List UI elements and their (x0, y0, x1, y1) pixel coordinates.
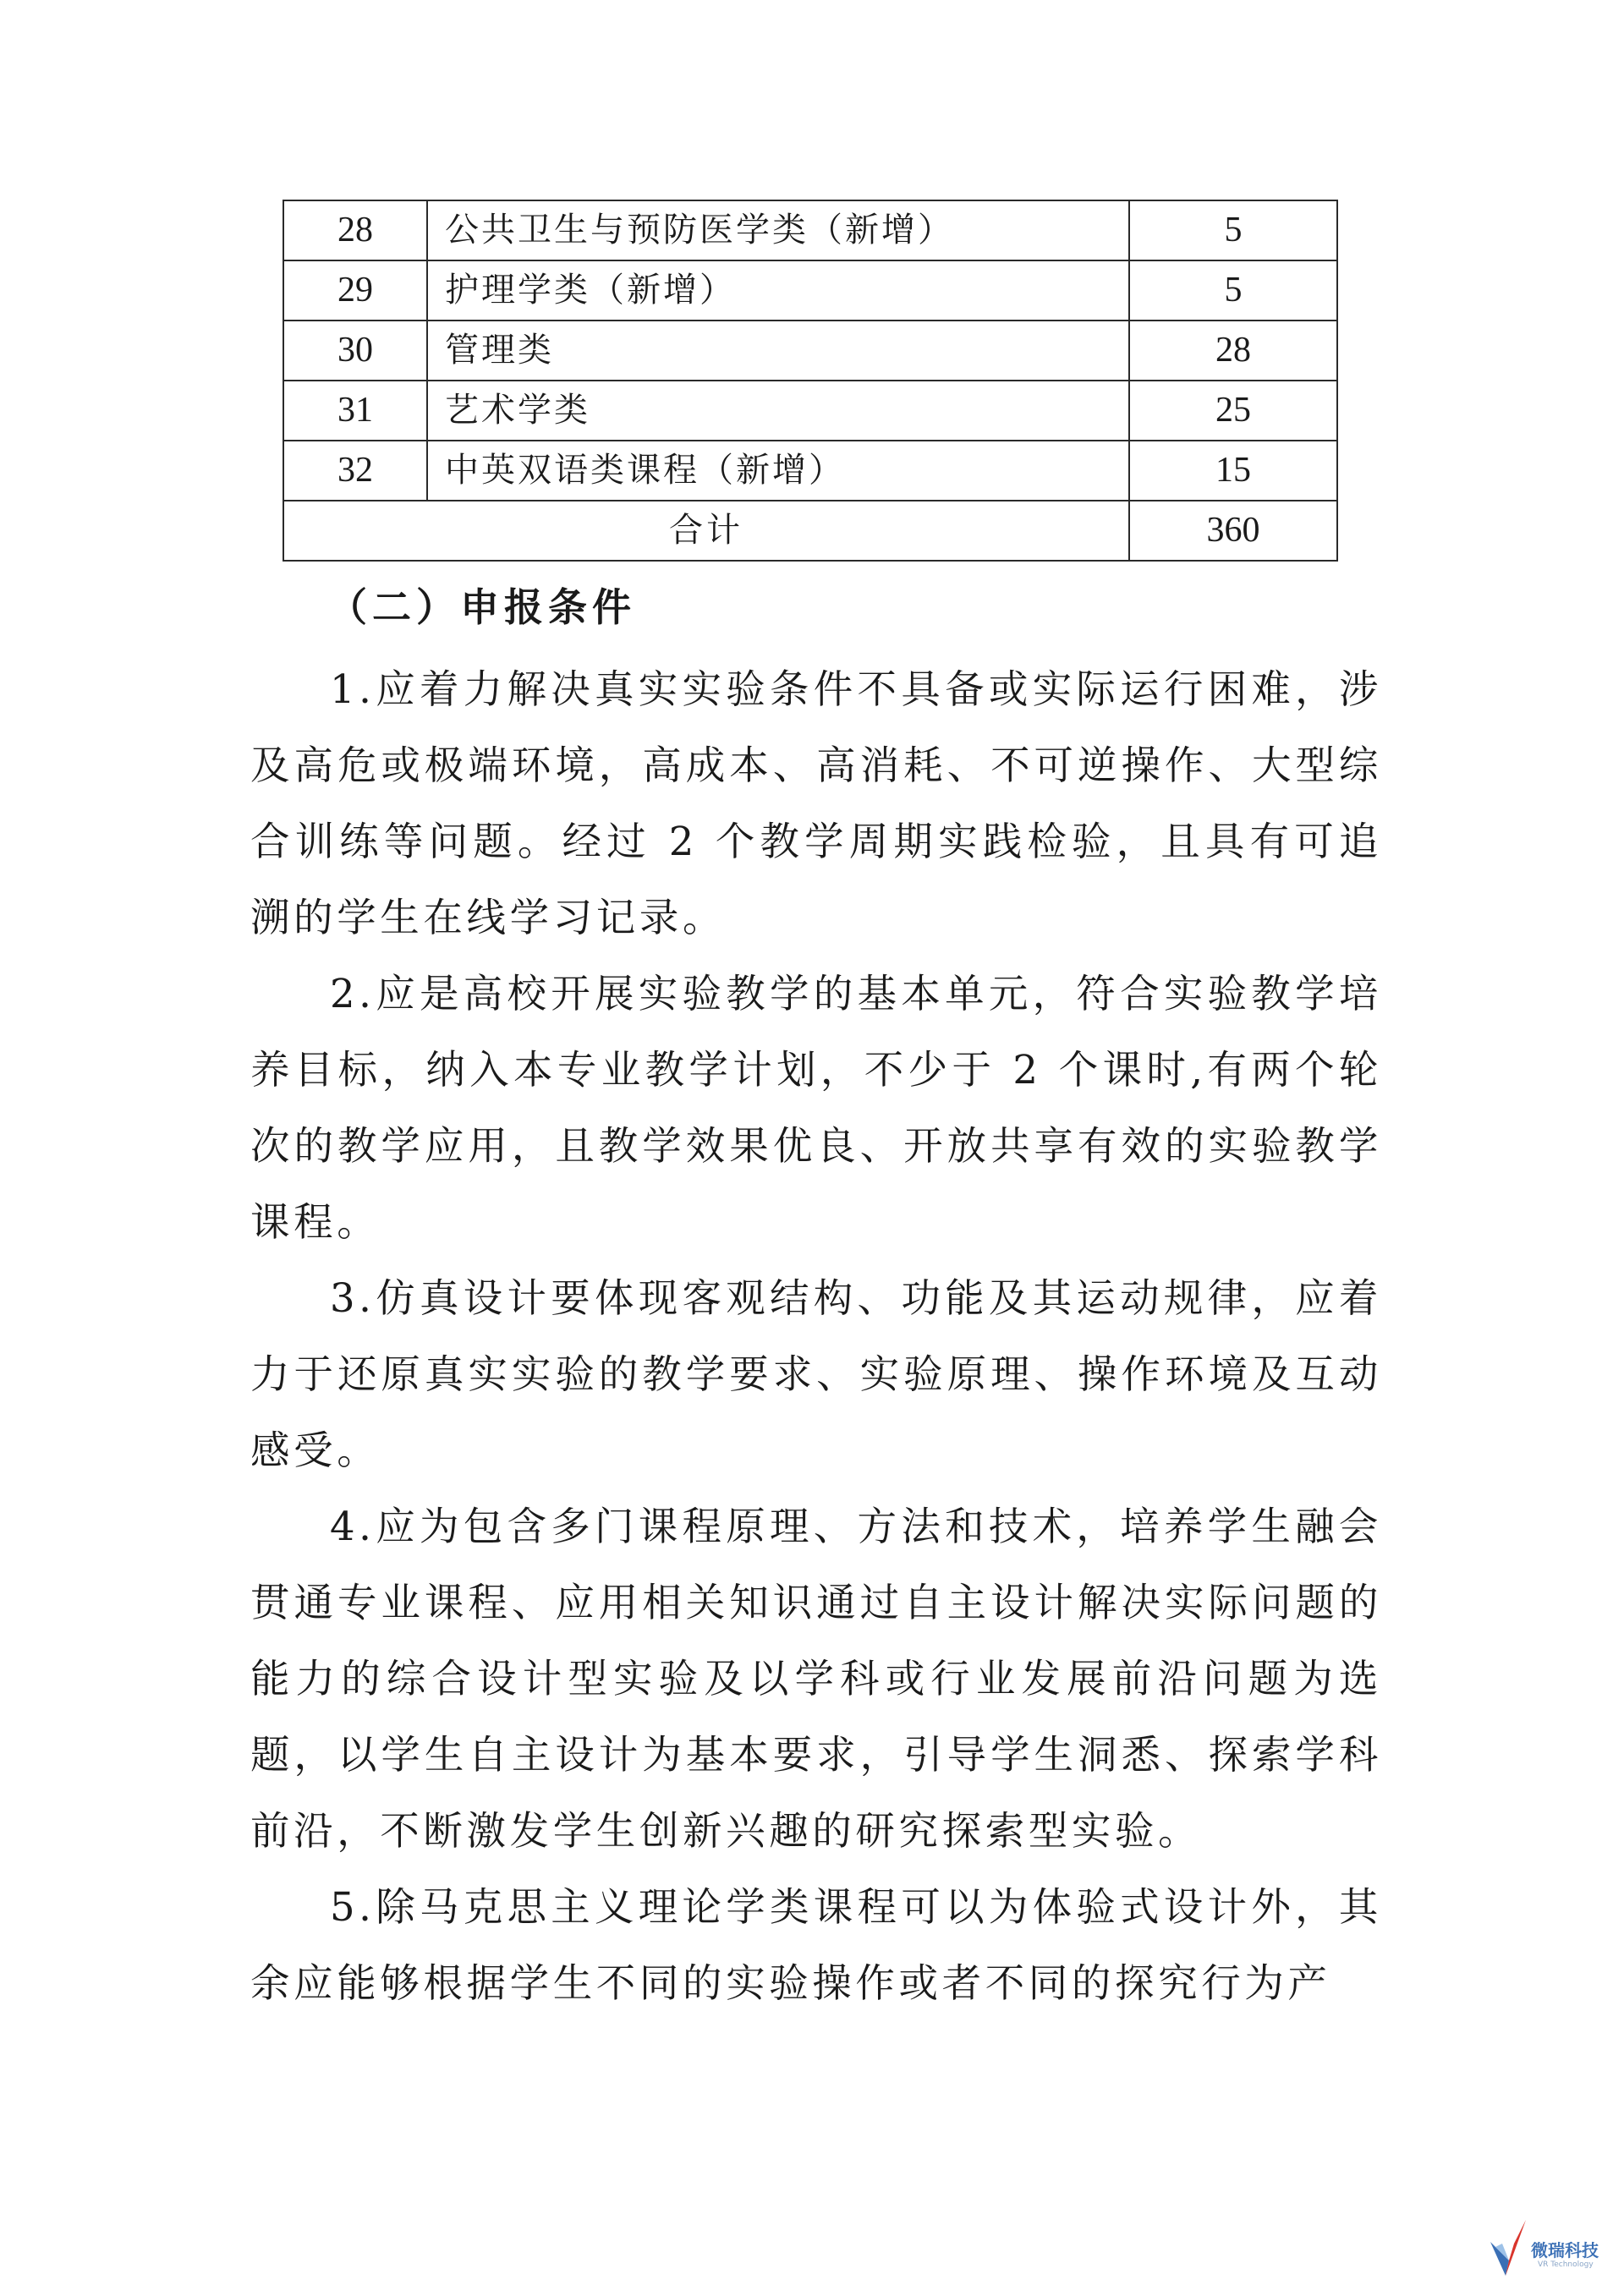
table-row (283, 321, 1337, 381)
table-total-row (283, 501, 1337, 561)
row-number: 28 (283, 200, 427, 260)
row-number: 32 (283, 441, 427, 501)
condition-paragraph-4: 4.应为包含多门课程原理、方法和技术，培养学生融会贯通专业课程、应用相关知识通过自主设计解决实际问题的能力的综合设计型实验及以学科或行业发展前沿问题为选题，以学生自主设计为基本要求，引导学生洞悉、探索学科前沿，不断激发学生创新兴趣的研究探索型实验。 (250, 1504, 1382, 1854)
row-number: 29 (283, 260, 427, 321)
quota-table (283, 200, 1338, 562)
condition-paragraph-5: 5.除马克思主义理论学类课程可以为体验式设计外，其余应能够根据学生不同的实验操作或者不同的探究行为产 (250, 1884, 1382, 2006)
condition-paragraph-3: 3.仿真设计要体现客观结构、功能及其运动规律，应着力于还原真实实验的教学要求、实验原理、操作环境及互动感受。 (250, 1275, 1382, 1473)
total-value: 360 (1129, 501, 1337, 561)
section-heading: （二）申报条件 (328, 584, 636, 630)
condition-paragraph-2: 2.应是高校开展实验教学的基本单元，符合实验教学培养目标，纳入本专业教学计划，不少于 2 个课时,有两个轮次的教学应用，且教学效果优良、开放共享有效的实验教学课程。 (250, 971, 1382, 1245)
quota-count: 5 (1129, 200, 1337, 260)
quota-count: 5 (1129, 260, 1337, 321)
logo-name-cn: 微瑞科技 (1531, 2240, 1599, 2260)
table-row (283, 260, 1337, 321)
quota-count: 15 (1129, 441, 1337, 501)
row-number: 30 (283, 321, 427, 381)
row-number: 31 (283, 381, 427, 441)
quota-count: 28 (1129, 321, 1337, 381)
category-name: 公共卫生与预防医学类（新增） (427, 200, 1129, 260)
category-name: 护理学类（新增） (427, 260, 1129, 321)
category-name: 中英双语类课程（新增） (427, 441, 1129, 501)
category-name: 管理类 (427, 321, 1129, 381)
company-logo (1484, 2208, 1610, 2284)
table-row (283, 381, 1337, 441)
total-label: 合计 (283, 501, 1129, 561)
table-row (283, 441, 1337, 501)
category-name: 艺术学类 (427, 381, 1129, 441)
conditions-body (250, 651, 1382, 2021)
logo-name-en: VR Technology (1538, 2260, 1594, 2269)
table-row (283, 200, 1337, 260)
logo-mark-icon (1484, 2210, 1534, 2282)
condition-paragraph-1: 1.应着力解决真实实验条件不具备或实际运行困难，涉及高危或极端环境，高成本、高消耗、不可逆操作、大型综合训练等问题。经过 2 个教学周期实践检验，且具有可追溯的学生在线学习记录。 (250, 666, 1382, 940)
quota-count: 25 (1129, 381, 1337, 441)
